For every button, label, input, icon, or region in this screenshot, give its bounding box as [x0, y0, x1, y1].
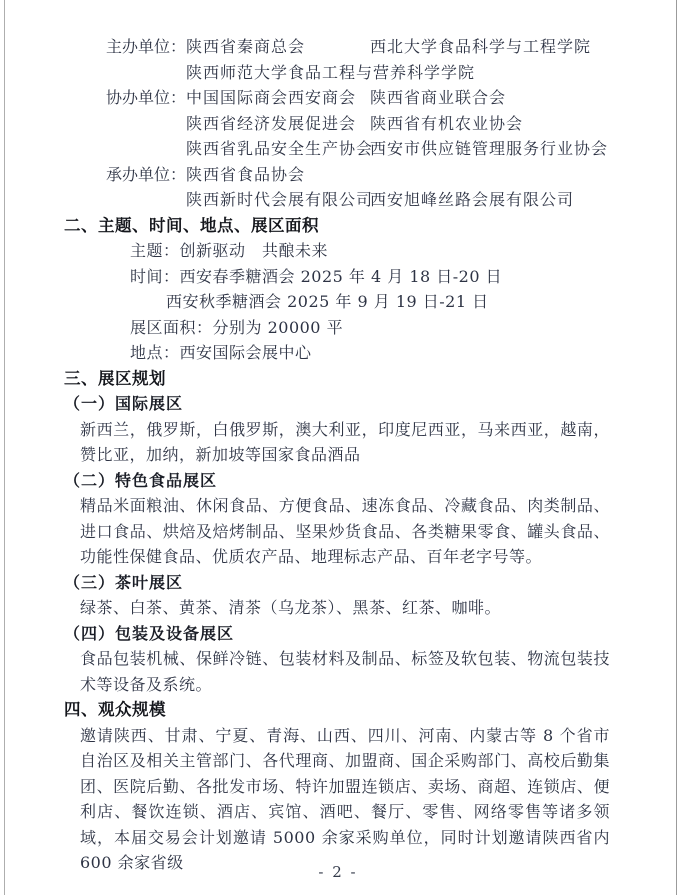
- page-number: - 2 -: [318, 863, 358, 881]
- organizer-name: 陕西省经济发展促进会: [186, 113, 357, 133]
- organizer-row: [80, 187, 610, 213]
- document-content: [64, 34, 610, 876]
- organizer-name: 陕西省乳品安全生产协会: [186, 139, 374, 158]
- area-line: 展区面积：分别为 20000 平: [130, 317, 344, 337]
- organizer-name: 西安市供应链管理服务行业协会: [370, 139, 609, 158]
- section-4-heading: 四、观众规模: [64, 700, 166, 719]
- organizer-name: 陕西师范大学食品工程与营养科学学院: [186, 62, 476, 82]
- organizer-list: [80, 34, 610, 213]
- subsection-2-body: 精品米面粮油、休闲食品、方便食品、速冻食品、冷藏食品、肉类制品、进口食品、烘焙及焙烤制品、坚果炒货食品、各类糖果零食、罐头食品、功能性保健食品、优质农产品、地理标志产品、百年老字号等。: [80, 496, 610, 566]
- organizer-role-label: 承办单位：: [106, 164, 187, 184]
- subsection-1-body: 新西兰，俄罗斯，白俄罗斯，澳大利亚，印度尼西亚，马来西亚，越南，赞比亚，加纳，新加坡等国家食品酒品: [80, 419, 610, 464]
- organizer-row: [80, 136, 610, 162]
- subsection-1-heading: （一）国际展区: [64, 394, 184, 413]
- section-2-heading: 二、主题、时间、地点、展区面积: [64, 215, 319, 235]
- theme-line: 主题：创新驱动 共酿未来: [130, 241, 329, 260]
- subsection-4-heading: （四）包装及设备展区: [64, 623, 235, 643]
- organizer-name: 陕西新时代会展有限公司: [186, 190, 374, 209]
- organizer-name: 中国国际商会西安商会: [186, 88, 357, 107]
- organizer-role-label: 协办单位：: [106, 88, 187, 107]
- organizer-row: [80, 85, 610, 111]
- organizer-name: 陕西省食品协会: [186, 164, 306, 184]
- organizer-row: [80, 162, 610, 188]
- subsection-3-body: 绿茶、白茶、黄茶、清茶（乌龙茶）、黑茶、红茶、咖啡。: [80, 598, 502, 617]
- organizer-row: [80, 34, 610, 60]
- section-3-heading: 三、展区规划: [64, 368, 166, 388]
- subsection-4-body: 食品包装机械、保鲜冷链、包装材料及制品、标签及软包装、物流包装技术等设备及系统。: [80, 649, 610, 694]
- page-edge-left: [4, 0, 5, 895]
- organizer-name: 陕西省有机农业协会: [370, 113, 524, 133]
- organizer-name: 陕西省秦商总会: [186, 37, 306, 56]
- time-line-autumn: 西安秋季糖酒会 2025 年 9 月 19 日-21 日: [166, 292, 489, 311]
- organizer-row: [80, 111, 610, 137]
- organizer-row: [80, 60, 610, 86]
- subsection-3-heading: （三）茶叶展区: [64, 572, 184, 592]
- page-edge-right: [676, 0, 677, 895]
- subsection-2-heading: （二）特色食品展区: [64, 470, 218, 490]
- time-line-spring: 时间：西安春季糖酒会 2025 年 4 月 18 日-20 日: [130, 266, 503, 286]
- organizer-name: 陕西省商业联合会: [370, 88, 507, 107]
- venue-line: 地点：西安国际会展中心: [130, 343, 312, 362]
- section-4-body: 邀请陕西、甘肃、宁夏、青海、山西、四川、河南、内蒙古等 8 个省市自治区及相关主管部门、各代理商、加盟商、国企采购部门、高校后勤集团、医院后勤、各批发市场、特许加盟连锁店、卖场、商超、连锁店、便利店、餐饮连锁、酒店、宾馆、酒吧、餐厅、零售、网络零售等诸多领域，本届交易会计划邀请 5000 余家采购单位，同时计划邀请陕西省内 600 余家省级: [80, 725, 610, 872]
- organizer-role-label: 主办单位：: [106, 37, 187, 56]
- organizer-name: 西北大学食品科学与工程学院: [370, 37, 592, 56]
- organizer-name: 西安旭峰丝路会展有限公司: [370, 190, 575, 209]
